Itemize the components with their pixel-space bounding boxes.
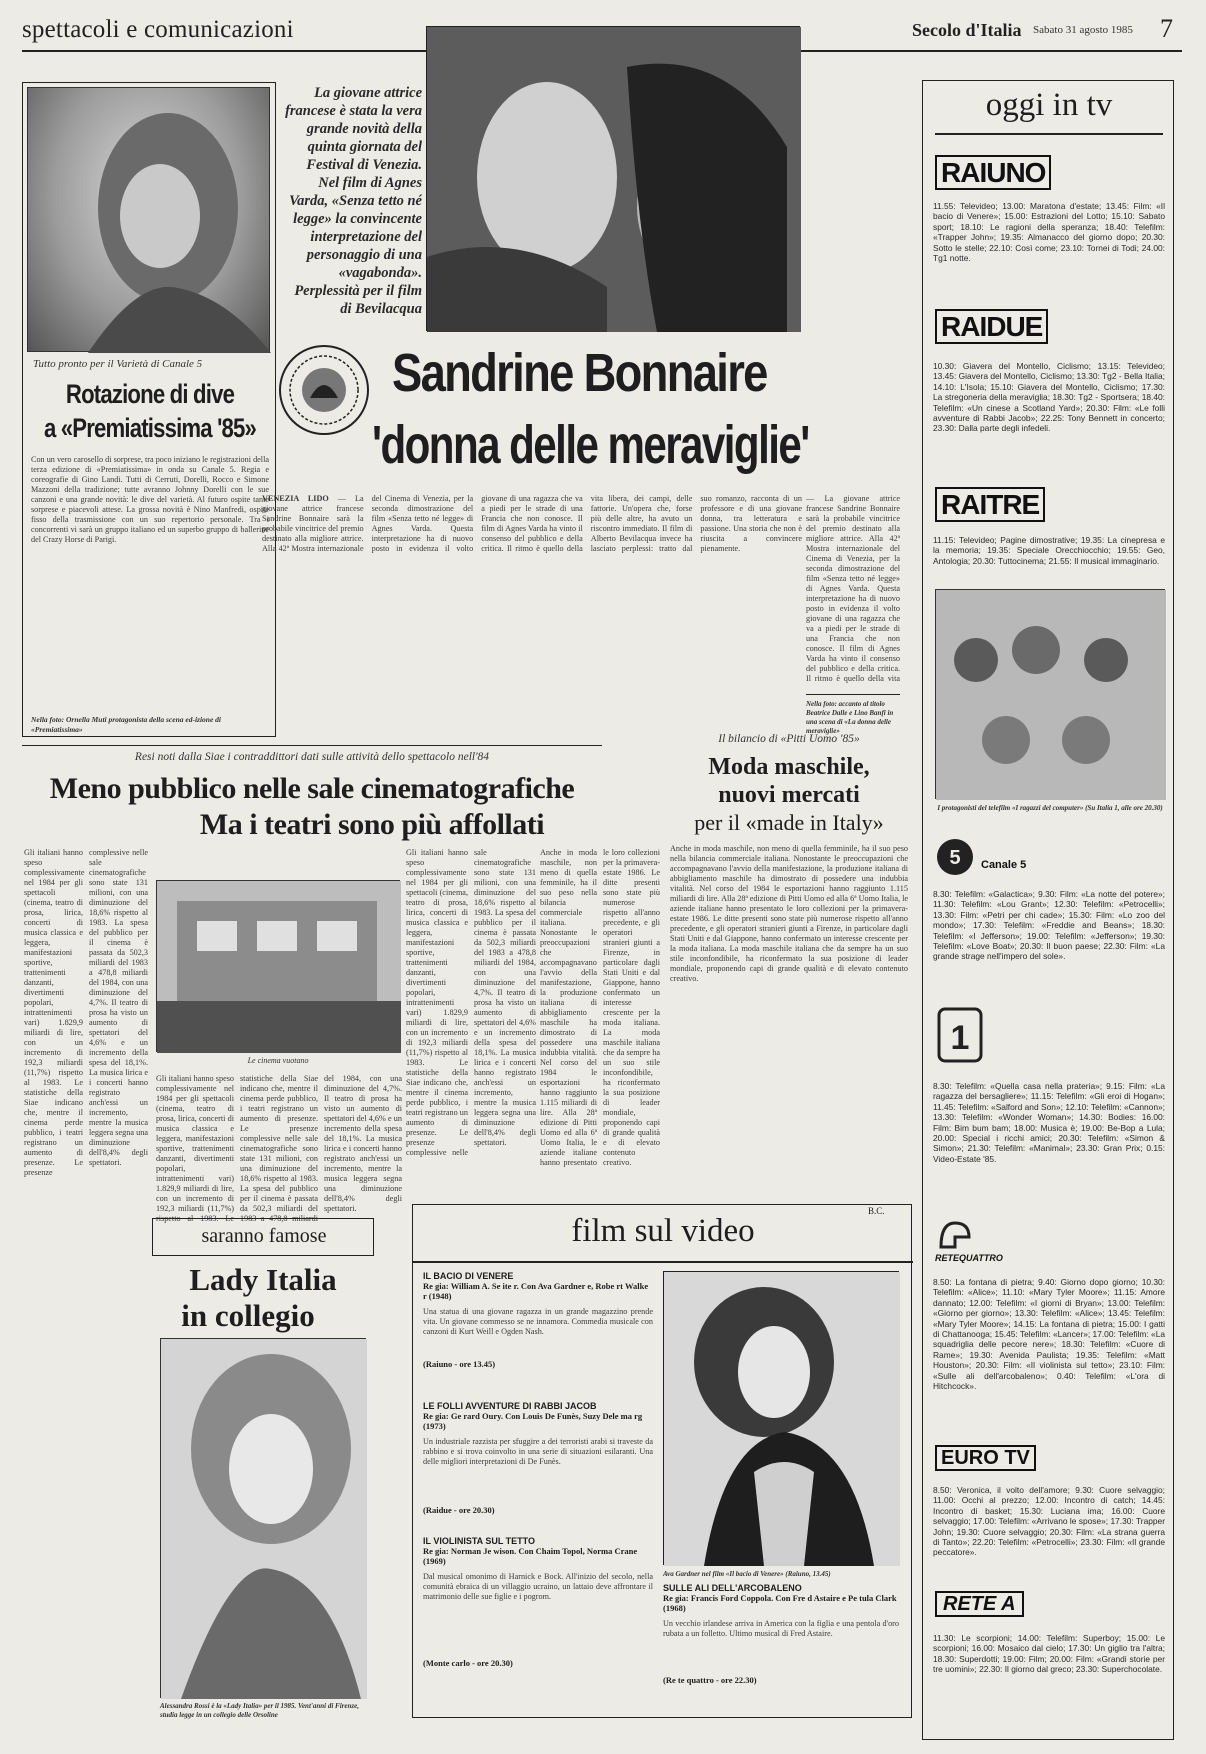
- video-item-credits: Re gia: Ge rard Oury. Con Louis De Funès, Suzy Dele ma rg (1973): [423, 1411, 643, 1431]
- bonnaire-side-text: — La giovane attrice francese Sandrine Bonnaire sarà la probabile vincitrice del premio destinato alla migliore attrice. Alla 42ª Mostra internazionale del Cinema di Venezia, per la seconda dimostrazione del film «Senza tetto né legge» di Agnes Varda. Questa interpretazione ha di nuovo posto in evidenza il volto giovane di una ragazza che va a piedi per le strade di una Francia che non conosce. Il film di Agnes Varda ha vinto il consenso del pubblico e della critica. Il ritmo è quello della vita: [806, 494, 900, 683]
- tv-title-rule: [935, 133, 1163, 135]
- retequattro-schedule: 8.50: La fontana di pietra; 9.40: Giorno dopo giorno; 10.30: Telefilm: «Alice»; 11.10: «Mary Tyler Moore»; 11.15: Amore dannato; 12.00: Telefilm: «I giorni di Bryan»; 13.00: Telefilm: «Giorno per giorno»; 13.30: Telefilm: «Alice»; 13.45: Telefilm: «Mary Tyler Moore»; 14.15: La fontana di pietra; 15.00: I gatti di Chattanooga; 15.45: Telefilm: «Lancer»; 17.00: Telefilm: «La squadriglia delle pecore nere»; 18.30: Telefilm: «Cuore di Rame»; 19.30: Avenida Paulista; 19.35: Telefilm: «Matt Houston»; 20.30: Film: «Il violinista sul tetto»; 23.10: Film: «Sulle ali dell'arcobaleno»; 0.40: Telefilm: «L'ora di Hitchcock».: [933, 1277, 1166, 1392]
- video-left-column: [423, 1271, 653, 1711]
- bonnaire-title-2: 'donna delle meraviglie': [372, 415, 809, 475]
- cinema-photo: [156, 880, 400, 1052]
- lady-italia-caption: Alessandra Rossi è la «Lady Italia» per il 1985. Vent'anni di Firenze, studia legge in un collegio delle Orsoline: [160, 1702, 359, 1719]
- page-number: 7: [1160, 14, 1173, 43]
- teatri-kicker: Resi noti dalla Siae i contraddittori dati sulle attività dello spettacolo nell'84: [134, 751, 490, 763]
- video-item-time: (Raiuno - ore 13.45): [423, 1359, 496, 1369]
- raiuno-schedule: 11.55: Televideo; 13.00: Maratona d'estate; 13.45: Film: «Il bacio di Venere»; 15.00: Estrazioni del Lotto; 15.10: Sabato sport; 18.10: Le ragioni della speranza; 18.40: Telefilm: «Trapper John»; 19.35: Almanacco del giorno dopo; 20.30: Sotto le stelle; 22.10: Così come; 23.10: Tornei di Todi; 24.00: Tg1 notte.: [933, 201, 1165, 264]
- video-item-2: [423, 1401, 653, 1515]
- video-item-3: [423, 1536, 653, 1668]
- italia1-logo: [935, 1005, 995, 1065]
- canale5-schedule: 8.30: Telefilm: «Galactica»; 9.30: Film: «La notte del potere»; 11.30: Telefilm: «Lou Grant»; 12.30: Telefilm: «Petrocelli»; 13.30: Film: «Petri per chi cade»; 15.30: Film: «Lo zoo del mondo»; 17.30: Telefilm: «Freddie and Beans»; 18.30: Telefilm: «I Jefferson»; 19.00: Telefilm: «Jefferson»; 19.30: Telefilm: «Love Boat»; 20.30: Il buon paese; 22.30: Film: «La grande strage nell'impero del sole».: [933, 889, 1165, 962]
- video-label: film sul video: [571, 1213, 755, 1249]
- computer-kids-caption: I protagonisti del telefilm «I ragazzi del computer» (Su Italia 1, alle ore 20.30): [937, 804, 1163, 812]
- svg-text:1: 1: [950, 1019, 970, 1057]
- retea-schedule: 11.30: Le scorpioni; 14.00: Telefilm: Superboy; 15.00: Le scorpioni; 16.00: Mosaico dal cielo; 17.30: Un giglio tra l'altra; 18.30: Superdotti; 19.00: Film; 20.00: Film: «Grandi storie per tre uomini»; 22.30: Il giorno dal greco; 23.30: Superchocolate.: [933, 1633, 1165, 1675]
- retequattro-logo: RETEQUATTRO: [935, 1217, 1055, 1267]
- bonnaire-text: — La giovane attrice francese Sandrine Bonnaire sarà la probabile vincitrice del premio destinato alla migliore attrice. Alla 42ª Mostra internazionale del Cinema di Venezia, per la seconda dimostrazione del film «Senza tetto né legge» di Agnes Varda. Questa interpretazione ha di nuovo posto in evidenza il volto giovane di una ragazza che va a piedi per le strade di una Francia che non conosce. Il film di Agnes Varda ha vinto il consenso del pubblico e della critica. Il ritmo è quello della vita libera, dei campi, delle fattorie. Un'opera che, forse più delle altre, ha avuto un riscontro immediato. Il film di Alberto Bevilacqua invece ha lasciato perplessi: tratto dal suo romanzo, racconta di un professore e di una giovane donna, tra letteratura e passione. Una storia che non è riuscita a convincere pienamente.: [262, 494, 802, 553]
- venice-lion-seal: [276, 342, 372, 438]
- moda-body: Anche in moda maschile, non meno di quella femminile, ha il suo peso nella bilancia commerciale italiana. Nonostante le preoccupazioni che accompagnavano l'avvio della manifestazione, la produzione italiana di abbigliamento maschile ha dimostrato di possedere una indubbia vitalità. Nel corso del 1984 le esportazioni hanno raggiunto 1.115 miliardi di lire. Alla 28ª edizione di Pitti Uomo ed alla 6ª Uomo Italia, le aziende italiane hanno presentato le loro collezioni per la primavera-estate 1986. Le ditte presenti sono state più numerose rispetto all'anno precedente, e gli operatori stranieri giunti a Firenze, in particolare dagli Stati Uniti e dal Giappone, hanno confermato un interesse crescente per la moda italiana. La moda maschile italiana che da sempre ha un suo stile inconfondibile, ha riconfermato la sua posizione di leader mondiale, proponendo capi di grande qualità e di elevato contenuto creativo.: [670, 844, 908, 983]
- premiatissima-article: [22, 82, 276, 737]
- bonnaire-photo: [426, 26, 800, 331]
- raitre-schedule: 11.15: Televideo; Pagine dimostrative; 19.35: La cinepresa e la memoria; 19.35: Speciale Orecchiocchio; 19.55: Geo, Antologia; 20.30: Tuttocinema; 21.55: Il musical immaginario.: [933, 535, 1165, 566]
- teatri-top-rule: [22, 745, 602, 746]
- video-item-time: (Re te quattro - ore 22.30): [663, 1675, 757, 1685]
- computer-kids-photo: [935, 589, 1165, 799]
- issue-date: Sabato 31 agosto 1985: [1033, 24, 1133, 36]
- ava-gardner-portrait: [664, 1272, 900, 1566]
- tv-column: [922, 80, 1174, 1740]
- moda-title-1: Moda maschile,: [708, 754, 870, 780]
- tv-title: oggi in tv: [985, 87, 1113, 123]
- video-item-credits: Re gia: William A. Se ite r. Con Ava Gardner e, Robe rt Walke r (1948): [423, 1281, 649, 1301]
- premiatissima-title-1: Rotazione di dive: [65, 379, 235, 409]
- bonnaire-title-1: Sandrine Bonnaire: [392, 343, 767, 403]
- video-item-time: (Raidue - ore 20.30): [423, 1505, 495, 1515]
- video-item-1: [423, 1271, 653, 1369]
- teatri-body-right: Gli italiani hanno speso complessivamente nel 1984 per gli spettacoli (cinema, teatro di prosa, lirica, concerti di musica classica e leggera, manifestazioni sportive, trattenimenti danzanti, divertimenti popolari, intrattenimenti vari) 1.829,9 miliardi di lire, con un incremento di 192,3 miliardi (11,7%) rispetto al 1983. Le statistiche della Siae indicano che, mentre il cinema perde pubblico, i teatri registrano un aumento di presenze. Le presenze complessive nelle sale cinematografiche sono state 131 milioni, con una diminuzione del 18,6% rispetto al 1983. La spesa del pubblico per il cinema è passata da 502,3 miliardi del 1983 a 478,8 miliardi del 1984, con una diminuzione del 4,7%. Il teatro di prosa ha visto un aumento di spettatori del 4,6% e un incremento della spesa del 18,1%. La musica lirica e i concerti hanno registrato anch'essi un incremento, mentre la musica leggera segna una diminuzione dell'8,4% degli spettatori.: [406, 848, 536, 1157]
- cinema-building: [157, 881, 401, 1053]
- italia1-mark: [935, 1005, 985, 1065]
- video-item-credits: Re gia: Norman Je wison. Con Chaim Topol, Norma Crane (1969): [423, 1546, 638, 1566]
- svg-text:5: 5: [949, 847, 961, 869]
- section-title: spettacoli e comunicazioni: [22, 16, 294, 43]
- canale5-logo: 5 Canale 5: [935, 837, 1055, 877]
- video-item-4: [663, 1583, 899, 1685]
- moda-neighbor-text: Anche in moda maschile, non meno di quella femminile, ha il suo peso nella bilancia commerciale italiana. Nonostante le preoccupazioni che accompagnavano l'avvio della manifestazione, la produzione italiana di abbigliamento maschile ha dimostrato di possedere una indubbia vitalità. Nel corso del 1984 le esportazioni hanno raggiunto 1.115 miliardi di lire. Alla 28ª edizione di Pitti Uomo ed alla 6ª Uomo Italia, le aziende italiane hanno presentato le loro collezioni per la primavera-estate 1986. Le ditte presenti sono state più numerose rispetto all'anno precedente, e gli operatori stranieri giunti a Firenze, in particolare dagli Stati Uniti e dal Giappone, hanno confermato un interesse crescente per la moda italiana. La moda maschile italiana che da sempre ha un suo stile inconfondibile, ha riconfermato la sua posizione di leader mondiale, proponendo capi di grande qualità e di elevato contenuto creativo.: [540, 848, 660, 1167]
- premiatissima-caption: Nella foto: Ornella Muti protagonista della scena ed-izione di «Premiatissima»: [31, 715, 222, 734]
- teatri-title-2: Ma i teatri sono più affollati: [199, 808, 545, 841]
- premiatissima-kicker: Tutto pronto per il Varietà di Canale 5: [33, 358, 203, 370]
- cinema-photo-caption: Le cinema vuotano: [247, 1056, 309, 1065]
- lady-italia-portrait: [161, 1339, 367, 1699]
- festival-seal: [276, 342, 372, 438]
- bonnaire-dateline: VENEZIA LIDO: [262, 494, 329, 503]
- bonnaire-intro: La giovane attrice francese è stata la vera grande novità della quinta giornata del Festival di Venezia. Nel film di Agnes Varda, «Senza tetto né legge» la convincente interpretazione del personaggio di una «vagabonda». Perplessità per il film di Bevilacqua: [285, 85, 422, 317]
- bonnaire-body: [262, 494, 802, 749]
- bonnaire-caption: Nella foto: accanto al titolo Beatrice Dalle e Lino Banfi in una scena di «La donna delle meraviglie»: [806, 700, 894, 735]
- portrait-figure: [28, 88, 271, 353]
- retea-logo: RETE A: [935, 1593, 1024, 1616]
- eurotv-schedule: 8.50: Veronica, il volto dell'amore; 9.30: Cuore selvaggio; 11.00: Occhi al prezzo; 12.00: Incontro di catch; 14.45: Incontro di basket; 15.30: Luciana ima; 16.00: Cuore selvaggio; 17.00: Telefilm: «Arrivano le spose»; 17.30: Trapper John; 19.30: Cuore selvaggio; 20.30: Film: «La strana guerra di Tanto»; 22.20: Telefilm: «Petrocelli»; 23.30: Film: «Il grande peccatore».: [933, 1485, 1165, 1558]
- video-item-text: Un vecchio irlandese arriva in America con la figlia e una pentola d'oro rubata a un folletto. Ultimo musical di Fred Astaire.: [663, 1619, 899, 1638]
- moda-article: [668, 730, 910, 1240]
- video-item-time: (Monte carlo - ore 20.30): [423, 1658, 513, 1668]
- raitre-logo: RAITRE: [935, 489, 1045, 521]
- retequattro-mark: [935, 1217, 975, 1253]
- raidue-logo: RAIDUE: [935, 311, 1048, 343]
- video-item-text: Dal musical omonimo di Harnick e Bock. All'inizio del secolo, nella comunità ebraica di un villaggio ucraino, un lattaio deve affrontare il matrimonio delle sue figlie e i pogrom.: [423, 1572, 653, 1601]
- saranno-title-1: Lady Italia: [189, 1262, 337, 1297]
- caption-rule: [806, 694, 900, 695]
- saranno-title-2: in collegio: [181, 1298, 315, 1333]
- newspaper-name: Secolo d'Italia: [912, 20, 1022, 40]
- raiuno-logo: RAIUNO: [935, 157, 1051, 189]
- saranno-label: saranno famose: [201, 1225, 327, 1247]
- saranno-label-box: [152, 1218, 374, 1256]
- ava-gardner-photo: [663, 1271, 899, 1565]
- moda-title-2: nuovi mercati: [718, 782, 860, 808]
- ava-gardner-caption: Ava Gardner nel film «Il bacio di Venere» (Raiuno, 13.45): [663, 1570, 831, 1578]
- video-item-text: Un industriale razzista per sfuggire a dei terroristi arabi si traveste da rabbino e si trova coinvolto in una serie di situazioni esilaranti. Una delle migliori interpretazioni di De Funès.: [423, 1437, 653, 1466]
- video-item-title: SULLE ALI DELL'ARCOBALENO: [663, 1583, 802, 1593]
- video-item-credits: Re gia: Francis Ford Coppola. Con Fre d Astaire e Pe tula Clark (1968): [663, 1593, 897, 1613]
- moda-kicker: Il bilancio di «Pitti Uomo '85»: [718, 733, 860, 745]
- video-label-rule: [413, 1261, 913, 1263]
- teatri-title-1: Meno pubblico nelle sale cinematografiche: [49, 772, 575, 805]
- raidue-schedule: 10.30: Giavera del Montello, Ciclismo; 13.15: Televideo; 13.45: Giavera del Montello, Ciclismo; 13.30: Tg2 - Bella Italia; 14.10: L'Isola; 15.10: Giavera del Montello, Ciclismo; 17.30: La stregoneria della meraviglia; 18.30: Tg2 - Sportsera; 18.40: Telefilm: «Un cinese a Scotland Yard»; 20.30: Film: «Le folli avventure di Rabbi Jacob»; 22.25: Tony Bennett in concerto; 23.30: Dalla parte degli infedeli.: [933, 361, 1165, 434]
- moda-signature: B.C.: [868, 1206, 885, 1216]
- video-item-text: Una statua di una giovane ragazza in un grande magazzino prende vita. Un giovane commesso se ne innamora. Commedia musicale con canzoni di Kurt Weill e Ogden Nash.: [423, 1307, 653, 1336]
- video-item-title: IL VIOLINISTA SUL TETTO: [423, 1536, 536, 1546]
- premiatissima-body: Con un vero carosello di sorprese, tra poco iniziano le registrazioni della terza edizione di «Premiatissima» in onda su Canale 5. Regia e coreografie di Gino Landi. Tutti di Cerruti, Dorelli, Rocco e Simone Mazzoni della tradizione; tutte avranno Johnny Dorelli con le sue canzoni e una grande novità: le dive del varietà. Al futuro ospite tante sorprese e piacevoli attese. La grossa novità è Nino Manfredi, ospite fisso della trasmissione con un suo repertorio personale. Tra i concorrenti vi sarà un gruppo italiano ed un superbo gruppo di ballerine del Crazy Horse di Parigi.: [31, 455, 269, 544]
- ornella-muti-photo: [27, 87, 270, 352]
- video-item-title: LE FOLLI AVVENTURE DI RABBI JACOB: [423, 1401, 597, 1411]
- group-photo: [936, 590, 1166, 800]
- teatri-body-middle: Gli italiani hanno speso complessivamente nel 1984 per gli spettacoli (cinema, teatro di prosa, lirica, concerti di musica classica e leggera, manifestazioni sportive, trattenimenti danzanti, divertimenti popolari, intrattenimenti vari) 1.829,9 miliardi di lire, con un incremento di 192,3 miliardi (11,7%) rispetto al 1983. Le statistiche della Siae indicano che, mentre il cinema perde pubblico, i teatri registrano un aumento di presenze. Le presenze complessive nelle sale cinematografiche sono state 131 milioni, con una diminuzione del 18,6% rispetto al 1983. La spesa del pubblico per il cinema è passata da 502,3 miliardi del 1983 a 478,8 miliardi del 1984, con una diminuzione del 4,7%. Il teatro di prosa ha visto un aumento di spettatori del 4,6% e un incremento della spesa del 18,1%. La musica lirica e i concerti hanno registrato anch'essi un incremento, mentre la musica leggera segna una diminuzione dell'8,4% degli spettatori.: [156, 1074, 402, 1223]
- eurotv-logo: EURO TV: [935, 1447, 1036, 1470]
- film-sul-video-box: [412, 1204, 912, 1718]
- film-still: [427, 27, 801, 332]
- video-item-title: IL BACIO DI VENERE: [423, 1271, 514, 1281]
- moda-title-3: per il «made in Italy»: [694, 810, 884, 835]
- lady-italia-photo: [160, 1338, 366, 1698]
- italia1-schedule: 8.30: Telefilm: «Quella casa nella prateria»; 9.15: Film: «La ragazza del bersagliere»; 11.15: Telefilm: «Gli eroi di Hogan»; 11.45: Telefilm: «Salford and Son»; 12.10: Telefilm: «Cannon»; 13.30: Telefilm: «Wonder Woman»; 14.30: Bodies: 16.00: Film: Bim bum bam; 18.00: Musica è; 19.00: Be-Bop a Lula; 20.00: Special i ricchi amici; 20.30: Telefilm: «Simon & Simon»; 21.30: Telefilm: «Manimal»; 23.30: Gran Prix; 0.15: Video-Estate '85.: [933, 1081, 1165, 1164]
- canale5-mark: [935, 837, 975, 877]
- premiatissima-title-2: a «Premiatissima '85»: [43, 413, 257, 443]
- bonnaire-side-column: [806, 494, 901, 744]
- teatri-body-left: Gli italiani hanno speso complessivamente nel 1984 per gli spettacoli (cinema, teatro di prosa, lirica, concerti di musica classica e leggera, manifestazioni sportive, trattenimenti danzanti, divertimenti popolari, intrattenimenti vari) 1.829,9 miliardi di lire, con un incremento di 192,3 miliardi (11,7%) rispetto al 1983. Le statistiche della Siae indicano che, mentre il cinema perde pubblico, i teatri registrano un aumento di presenze. Le presenze complessive nelle sale cinematografiche sono state 131 milioni, con una diminuzione del 18,6% rispetto al 1983. La spesa del pubblico per il cinema è passata da 502,3 miliardi del 1983 a 478,8 miliardi del 1984, con una diminuzione del 4,7%. Il teatro di prosa ha visto un aumento di spettatori del 4,6% e un incremento della spesa del 18,1%. La musica lirica e i concerti hanno registrato anch'essi un incremento, mentre la musica leggera segna una diminuzione dell'8,4% degli spettatori.: [24, 848, 148, 1177]
